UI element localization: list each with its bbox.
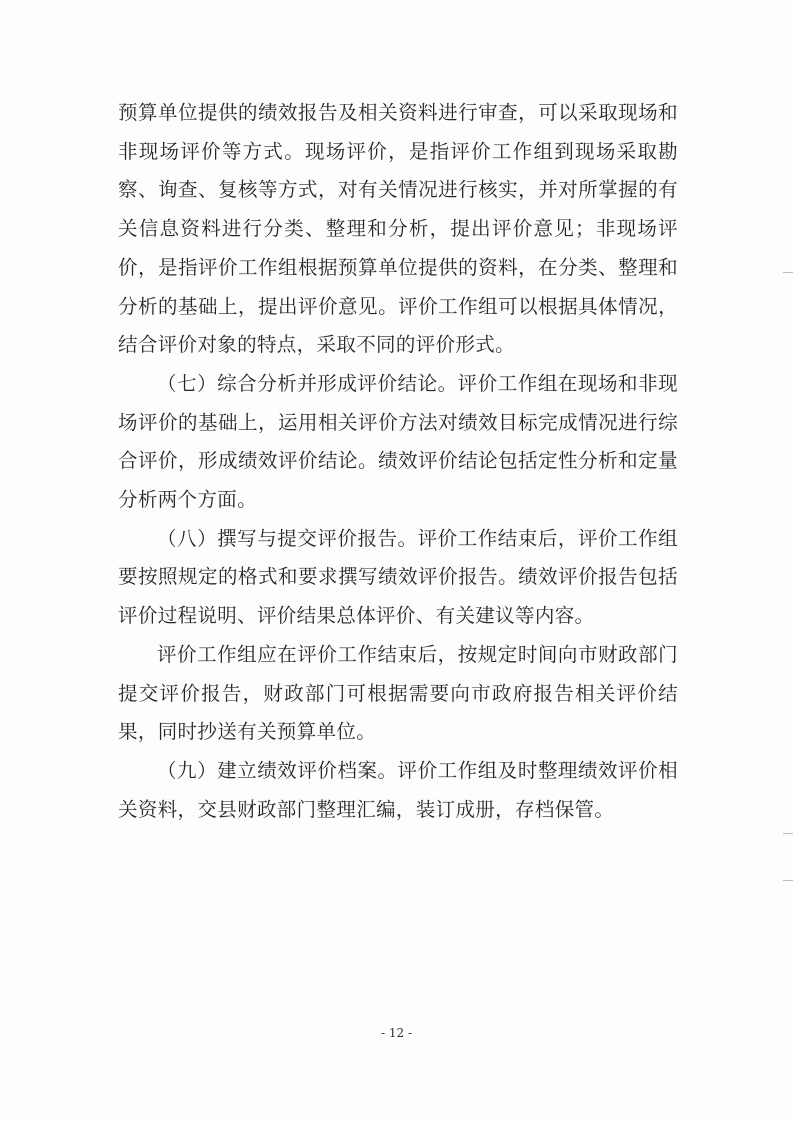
page-number: - 12 - [380, 1026, 412, 1040]
paragraph-step-eight: （八）撰写与提交评价报告。评价工作结束后，评价工作组要按照规定的格式和要求撰写绩效评价报告。绩效评价报告包括评价过程说明、评价结果总体评价、有关建议等内容。 [118, 526, 678, 628]
scan-margin-mark [783, 833, 793, 834]
scan-margin-mark [783, 880, 793, 881]
body-text [118, 94, 678, 829]
scan-margin-mark [783, 272, 793, 273]
paragraph-step-nine: （九）建立绩效评价档案。评价工作组及时整理绩效评价相关资料，交县财政部门整理汇编，装订成册，存档保管。 [118, 758, 678, 821]
paragraph-step-seven: （七）综合分析并形成评价结论。评价工作组在现场和非现场评价的基础上，运用相关评价方法对绩效目标完成情况进行综合评价，形成绩效评价结论。绩效评价结论包括定性分析和定量分析两个方面。 [118, 371, 678, 512]
paragraph-evaluation-methods: 预算单位提供的绩效报告及相关资料进行审查，可以采取现场和非现场评价等方式。现场评价，是指评价工作组到现场采取勘察、询查、复核等方式，对有关情况进行核实，并对所掌握的有关信息资料进行分类、整理和分析，提出评价意见；非现场评价，是指评价工作组根据预算单位提供的资料，在分类、整理和分析的基础上，提出评价意见。评价工作组可以根据具体情况，结合评价对象的特点，采取不同的评价形式。 [118, 101, 678, 357]
paragraph-report-submission: 评价工作组应在评价工作结束后，按规定时间向市财政部门提交评价报告，财政部门可根据需要向市政府报告相关评价结果，同时抄送有关预算单位。 [118, 642, 678, 744]
